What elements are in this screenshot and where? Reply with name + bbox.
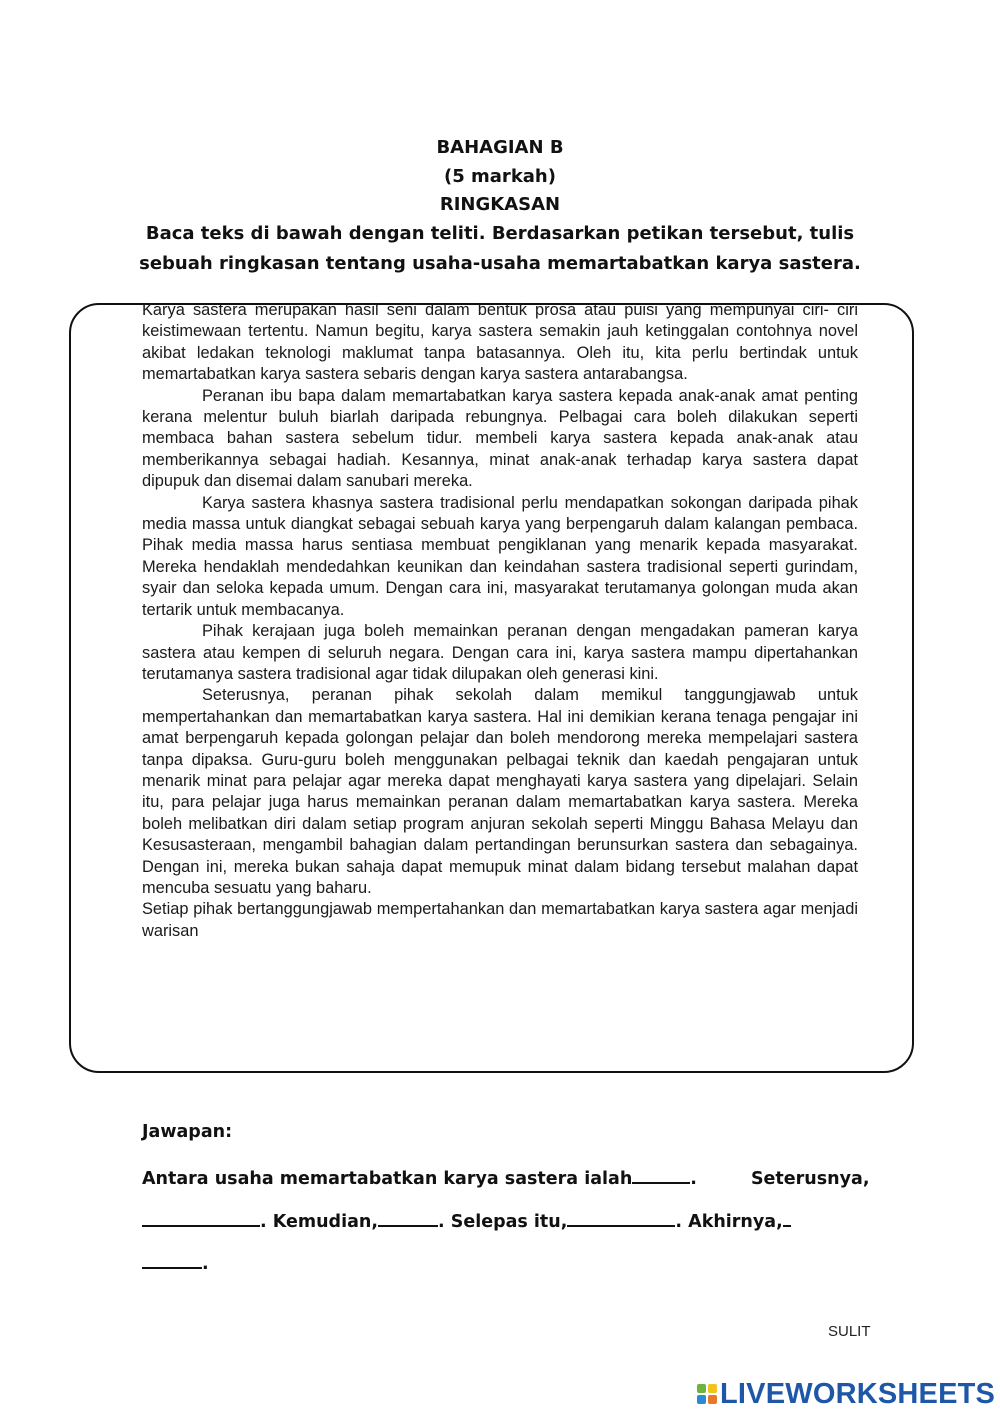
passage-paragraph-4: Pihak kerajaan juga boleh memainkan peranan dengan mengadakan pameran karya sastera atau kempen di seluruh negara. Dengan cara ini, karya sastera mampu dipertahankan terutamanya sastera tradisional agar tidak dilupakan oleh generasi kini. [142, 622, 858, 683]
instruction-line-2: sebuah ringkasan tentang usaha-usaha memartabatkan karya sastera. [139, 253, 861, 274]
answer-blank-1[interactable] [632, 1164, 690, 1184]
answer-blank-5b[interactable] [142, 1249, 202, 1269]
passage-paragraph-6: Setiap pihak bertanggungjawab mempertahankan dan memartabatkan karya sastera agar menjadi warisan [142, 900, 858, 940]
answer-blank-2[interactable] [142, 1207, 260, 1227]
passage-paragraph-5: Seterusnya, peranan pihak sekolah dalam memikul tanggungjawab untuk mempertahankan dan memartabatkan karya sastera. Hal ini demikian kerana tenaga pengajar ini amat berpengaruh kepada golongan pelajar dan boleh mendorong mereka mempelajari sastera tanpa dipaksa. Guru-guru boleh menggunakan pelbagai teknik dan kaedah pengajaran untuk menarik minat para pelajar agar mereka dapat menghayati karya sastera yang dipelajari. Selain itu, para pelajar juga harus memainkan peranan dalam memartabatkan karya sastera. Mereka boleh melibatkan diri dalam setiap program anjuran sekolah seperti Minggu Bahasa Melayu dan Kesusasteraan, mengambil bahagian dalam pertandingan berunsurkan sastera dan sebagainya. Dengan ini, mereka bukan sahaja dapat memupuk minat dalam bidang tersebut malahan dapat mencuba sesuatu yang baharu. [142, 686, 858, 897]
answer-text-1b: . [690, 1169, 697, 1189]
liveworksheets-logo-icon [697, 1384, 717, 1404]
answer-blank-4[interactable] [567, 1207, 675, 1227]
sulit-label: SULIT [828, 1323, 871, 1340]
answer-label: Jawapan: [142, 1122, 233, 1142]
answer-blank-3[interactable] [378, 1207, 438, 1227]
answer-text-2c: . Akhirnya, [675, 1212, 783, 1232]
brand-text: LIVEWORKSHEETS [720, 1377, 996, 1410]
section-heading: BAHAGIAN B [436, 137, 564, 158]
answer-line-3 [142, 1249, 872, 1274]
instruction-line-1: Baca teks di bawah dengan teliti. Berdasarkan petikan tersebut, tulis [145, 223, 855, 244]
answer-line-2 [142, 1207, 872, 1232]
answer-text-1c: Seterusnya, [750, 1169, 870, 1189]
answer-text-2b: . Selepas itu, [438, 1212, 568, 1232]
answer-text-2a: . Kemudian, [260, 1212, 378, 1232]
answer-line-1 [142, 1164, 872, 1189]
answer-text-3a: . [202, 1254, 209, 1274]
passage-paragraph-3: Karya sastera khasnya sastera tradisional perlu mendapatkan sokongan daripada pihak media massa untuk diangkat sebagai sebuah karya yang berpengaruh dalam kalangan pembaca. Pihak media massa harus sentiasa membuat pengiklanan yang menarik kepada masyarakat. Mereka hendaklah mendedahkan keunikan dan keindahan sastera tradisional seperti gurindam, syair dan seloka kepada umum. Dengan cara ini, masyarakat terutamanya golongan muda akan tertarik untuk membacanya. [142, 493, 858, 619]
passage-paragraph-2: Peranan ibu bapa dalam memartabatkan karya sastera kepada anak-anak amat penting kerana melentur buluh biarlah daripada rebungnya. Pelbagai cara boleh dilakukan seperti membaca bahan sastera sebelum tidur. membeli karya sastera kepada anak-anak atau memberikannya sebagai hadiah. Kesannya, minat anak-anak terhadap karya sastera dapat dipupuk dan disemai dalam sanubari mereka. [142, 386, 858, 491]
liveworksheets-brand [697, 1377, 995, 1411]
passage-paragraph-1: Karya sastera merupakan hasil seni dalam bentuk prosa atau puisi yang mempunyai ciri- ciri keistimewaan tertentu. Namun begitu, karya sastera semakin jauh ketinggalan contohnya novel akibat ledakan teknologi maklumat tanpa batasannya. Oleh itu, kita perlu bertindak untuk memartabatkan karya sastera sebaris dengan karya sastera antarabangsa. [142, 301, 858, 384]
marks-heading: (5 markah) [444, 166, 556, 187]
answer-text-1a: Antara usaha memartabatkan karya sastera ialah [142, 1169, 633, 1189]
passage-text [142, 300, 858, 942]
answer-blank-5a[interactable] [783, 1207, 791, 1227]
title-heading: RINGKASAN [439, 194, 561, 215]
